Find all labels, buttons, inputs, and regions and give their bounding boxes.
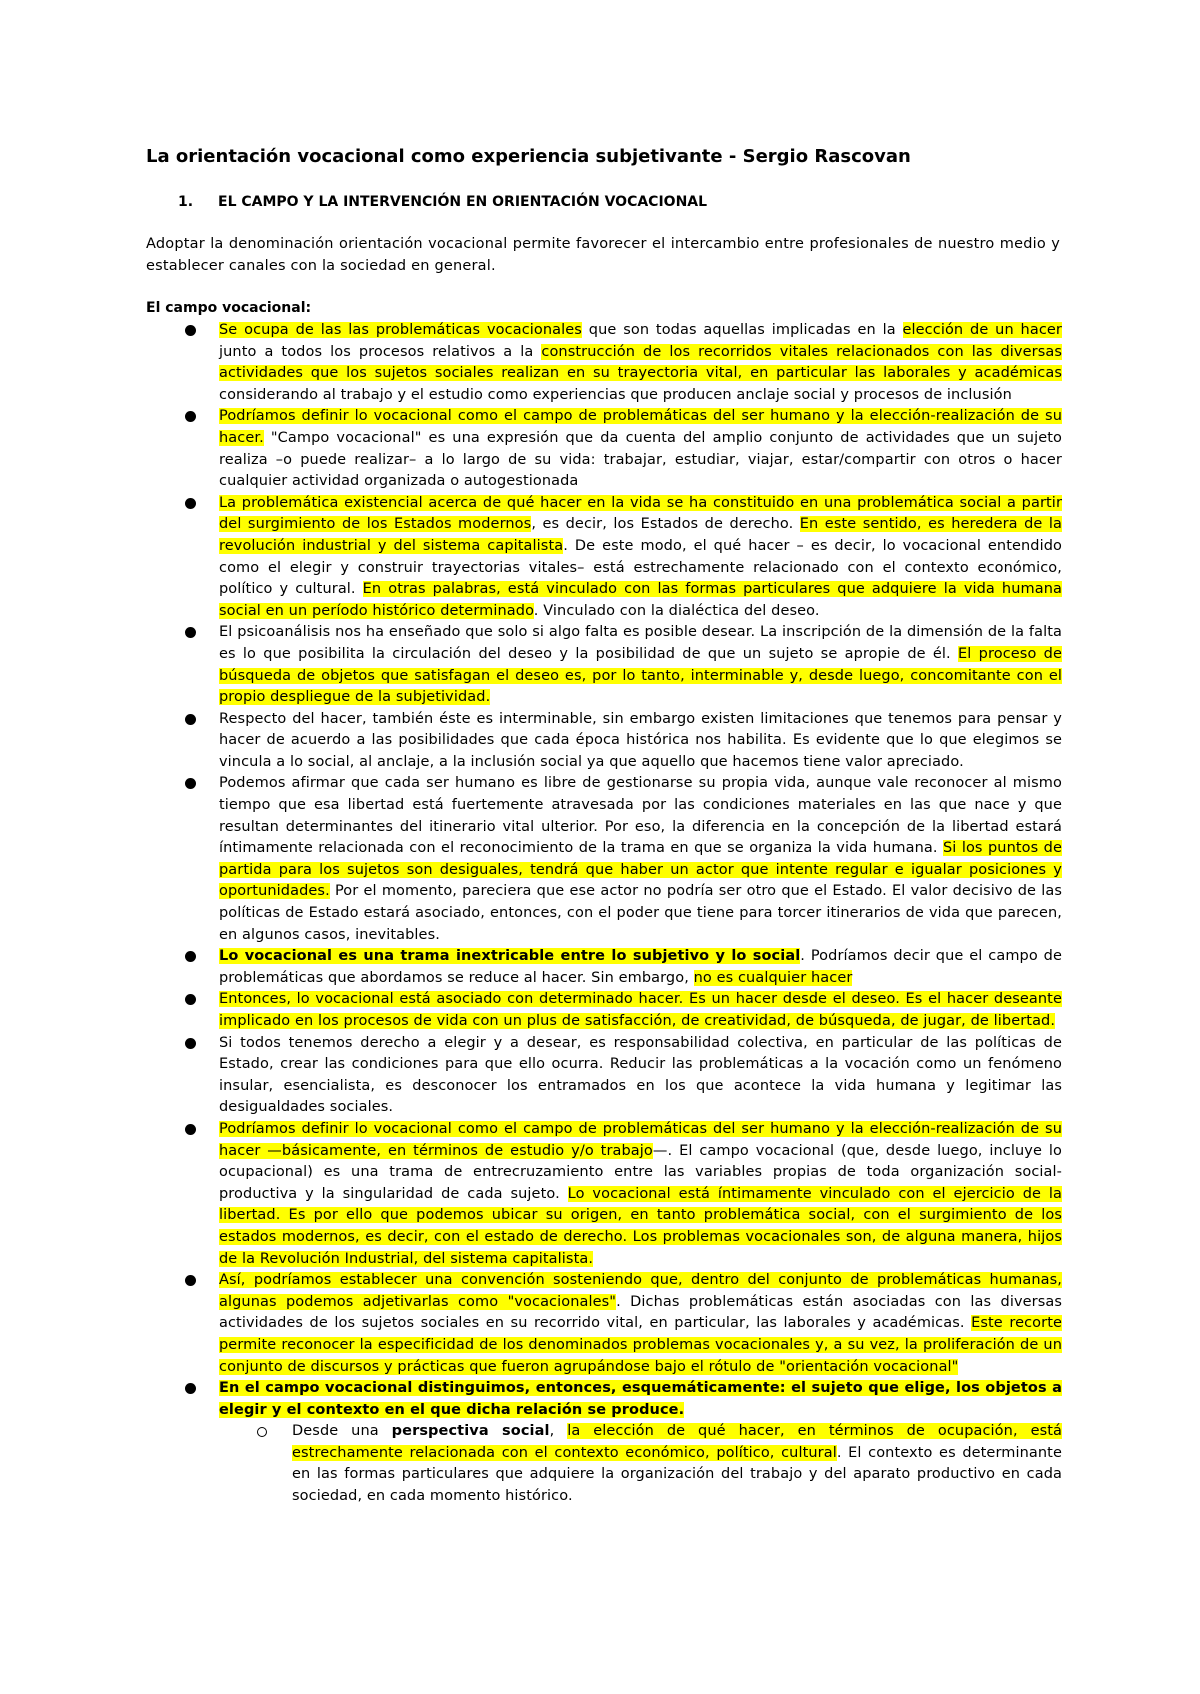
highlighted-text: Este recorte permite reconocer la especificidad de los denominados problemas vocacionales y, a su vez, la proliferación de un conjunto de discursos y prácticas que fueron agrupándose bajo el rótulo de "orientación vocacional" (219, 1315, 1063, 1375)
highlighted-text: Lo vocacional está íntimamente vinculado con el ejercicio de la libertad. Es por ello que podemos ubicar su origen, en tanto problemática social, con el surgimiento de los estados modernos, es decir, con el estado de derecho. Los problemas vocacionales son, de alguna manera, hijos de la Revolución Industrial, del sistema capitalista. (219, 1185, 1062, 1267)
text-segment: . El contexto es determinante en las formas particulares que adquiere la organización del trabajo y del aparato productivo en cada sociedad, en cada momento histórico. (292, 1444, 1062, 1505)
text-segment: Si todos tenemos derecho a elegir y a desear, es responsabilidad colectiva, en particular de las políticas de Estado, crear las condiciones para que ello ocurra. Reducir las problemáticas a la vocación como un fenómeno insular, esencialista, es desconocer los entramados en los que acontece la vida humana y legitimar las desigualdades sociales. (219, 1034, 1062, 1116)
intro-paragraph: Adoptar la denominación orientación vocacional permite favorecer el intercambio entre profesionales de nuestro medio y establecer canales con la sociedad en general. (146, 236, 1060, 274)
text-segment: Por el momento, pareciera que ese actor no podría ser otro que el Estado. El valor decisivo de las políticas de Estado estará asociado, entonces, con el poder que tiene para torcer itinerarios de vida que parecen, en algunos casos, inevitables. (219, 883, 1062, 943)
highlighted-text: Podríamos definir lo vocacional como el campo de problemáticas del ser humano y la elección-realización de su hacer —básicamente, en términos de estudio y/o trabajo (219, 1120, 1062, 1159)
highlighted-text: Lo vocacional es una trama inextricable entre lo subjetivo y lo social (219, 948, 801, 965)
sub-bullet-list (219, 1421, 1062, 1507)
highlighted-text: Se ocupa de las las problemáticas vocacionales (219, 322, 582, 338)
highlighted-text: Si los puntos de partida para los sujetos son desiguales, tendrá que haber un actor que intente regular e igualar posiciones y oportunidades. (219, 840, 1063, 900)
text-segment: Respecto del hacer, también éste es interminable, sin embargo existen limitaciones que tenemos para pensar y hacer de acuerdo a las posibilidades que cada época histórica nos habilita. Es evidente que lo que elegimos se vincula a lo social, al anclaje, a la inclusión social ya que aquello que hacemos tiene valor apreciado. (219, 710, 1062, 770)
text-segment: Podemos afirmar que cada ser humano es libre de gestionarse su propia vida, aunque vale reconocer al mismo tiempo que esa libertad está fuertemente atravesada por las condiciones materiales en las que nace y que resultan determinantes del itinerario vital ulterior. Por eso, la diferencia en la concepción de la libertad estará íntimamente relacionada con el reconocimiento de la trama en que se organiza la vida humana. (219, 775, 1062, 857)
bullet-item (146, 1119, 1062, 1270)
bullet-item (146, 709, 1062, 774)
text-segment: , es decir, los Estados de derecho. (531, 516, 800, 533)
bullet-item (146, 773, 1062, 946)
highlighted-text: En el campo vocacional distinguimos, entonces, esquemáticamente: el sujeto que elige, los objetos a elegir y el contexto en el que dicha relación se produce. (219, 1380, 1062, 1418)
text-segment: . Podríamos decir que el campo de problemáticas que abordamos se reduce al hacer. Sin embargo, (219, 948, 1063, 986)
campo-heading: El campo vocacional: (146, 300, 312, 316)
section-number: 1. (178, 194, 194, 210)
text-segment: Desde una (292, 1423, 392, 1440)
bullet-item (146, 1378, 1062, 1508)
highlighted-text: Entonces, lo vocacional está asociado con determinado hacer. Es un hacer desde el deseo. Es el hacer deseante implicado en los procesos de vida con un plus de satisfacción, de creatividad, de búsqueda, de jugar, de libertad. (219, 991, 1062, 1029)
highlighted-text: no es cualquier hacer (693, 969, 853, 986)
highlighted-text: El proceso de búsqueda de objetos que satisfagan el deseo es, por lo tanto, interminable y, desde luego, concomitante con el propio despliegue de la subjetividad. (219, 645, 1062, 706)
bullet-item (146, 1270, 1062, 1378)
text-segment: El psicoanálisis nos ha enseñado que solo si algo falta es posible desear. La inscripción de la dimensión de la falta es lo que posibilita la circulación del deseo y la posibilidad de que un sujeto se apropie de él. (219, 624, 1062, 662)
text-segment: que son todas aquellas implicadas en la (581, 322, 903, 338)
sub-bullet-item (219, 1421, 1062, 1507)
bullet-item (146, 406, 1062, 492)
highlighted-text: En otras palabras, está vinculado con las formas particulares que adquiere la vida humana social en un período histórico determinado (219, 581, 1062, 619)
text-segment: . Dichas problemáticas están asociadas con las diversas actividades de los sujetos sociales en su recorrido vital, en particular, las laborales y académicas. (219, 1293, 1062, 1332)
bold-text: perspectiva social (391, 1423, 550, 1440)
section-title: EL CAMPO Y LA INTERVENCIÓN EN ORIENTACIÓN VOCACIONAL (218, 194, 708, 210)
highlighted-text: la elección de qué hacer, en términos de ocupación, está estrechamente relacionada con el contexto económico, político, cultural (292, 1423, 1063, 1461)
bullet-item (146, 1033, 1062, 1119)
highlighted-text: elección de un hacer (902, 322, 1062, 338)
highlighted-text: En este sentido, es heredera de la revolución industrial y del sistema capitalista (219, 516, 1063, 554)
highlighted-text: Así, podríamos establecer una convención sosteniendo que, dentro del conjunto de problemáticas humanas, algunas podemos adjetivarlas como "vocacionales" (219, 1272, 1062, 1310)
text-segment: . Vinculado con la dialéctica del deseo. (533, 602, 820, 619)
section-heading (178, 194, 707, 210)
text-segment: considerando al trabajo y el estudio como experiencias que producen anclaje social y procesos de inclusión (219, 386, 1012, 403)
text-segment: , (549, 1423, 568, 1440)
document-title: La orientación vocacional como experiencia subjetivante - Sergio Rascovan (146, 146, 911, 167)
text-segment: —. El campo vocacional (que, desde luego, incluye lo ocupacional) es una trama de entrecruzamiento entre las variables propias de toda organización social-productiva y la singularidad de cada sujeto. (219, 1142, 1062, 1202)
text-segment: junto a todos los procesos relativos a la (219, 343, 542, 360)
bullet-item (146, 622, 1062, 708)
text-segment: . De este modo, el qué hacer – es decir, lo vocacional entendido como el elegir y construir trayectorias vitales– está estrechamente relacionado con el contexto económico, político y cultural. (219, 537, 1062, 598)
highlighted-text: construcción de los recorridos vitales relacionados con las diversas actividades que los sujetos sociales realizan en su trayectoria vital, en particular las laborales y académicas (219, 343, 1062, 382)
highlighted-text: Podríamos definir lo vocacional como el campo de problemáticas del ser humano y la elección-realización de su hacer. (219, 408, 1062, 446)
bullet-list (146, 320, 1062, 1508)
bullet-item (146, 320, 1062, 406)
bullet-item (146, 946, 1062, 989)
bullet-item (146, 989, 1062, 1032)
highlighted-text: La problemática existencial acerca de qué hacer en la vida se ha constituido en una problemática social a partir del surgimiento de los Estados modernos (219, 494, 1062, 533)
text-segment: "Campo vocacional" es una expresión que da cuenta del amplio conjunto de actividades que un sujeto realiza –o puede realizar– a lo largo de su vida: trabajar, estudiar, viajar, estar/compartir con otros o hacer cualquier actividad organizada o autogestionada (219, 429, 1062, 490)
bullet-item (146, 493, 1062, 623)
